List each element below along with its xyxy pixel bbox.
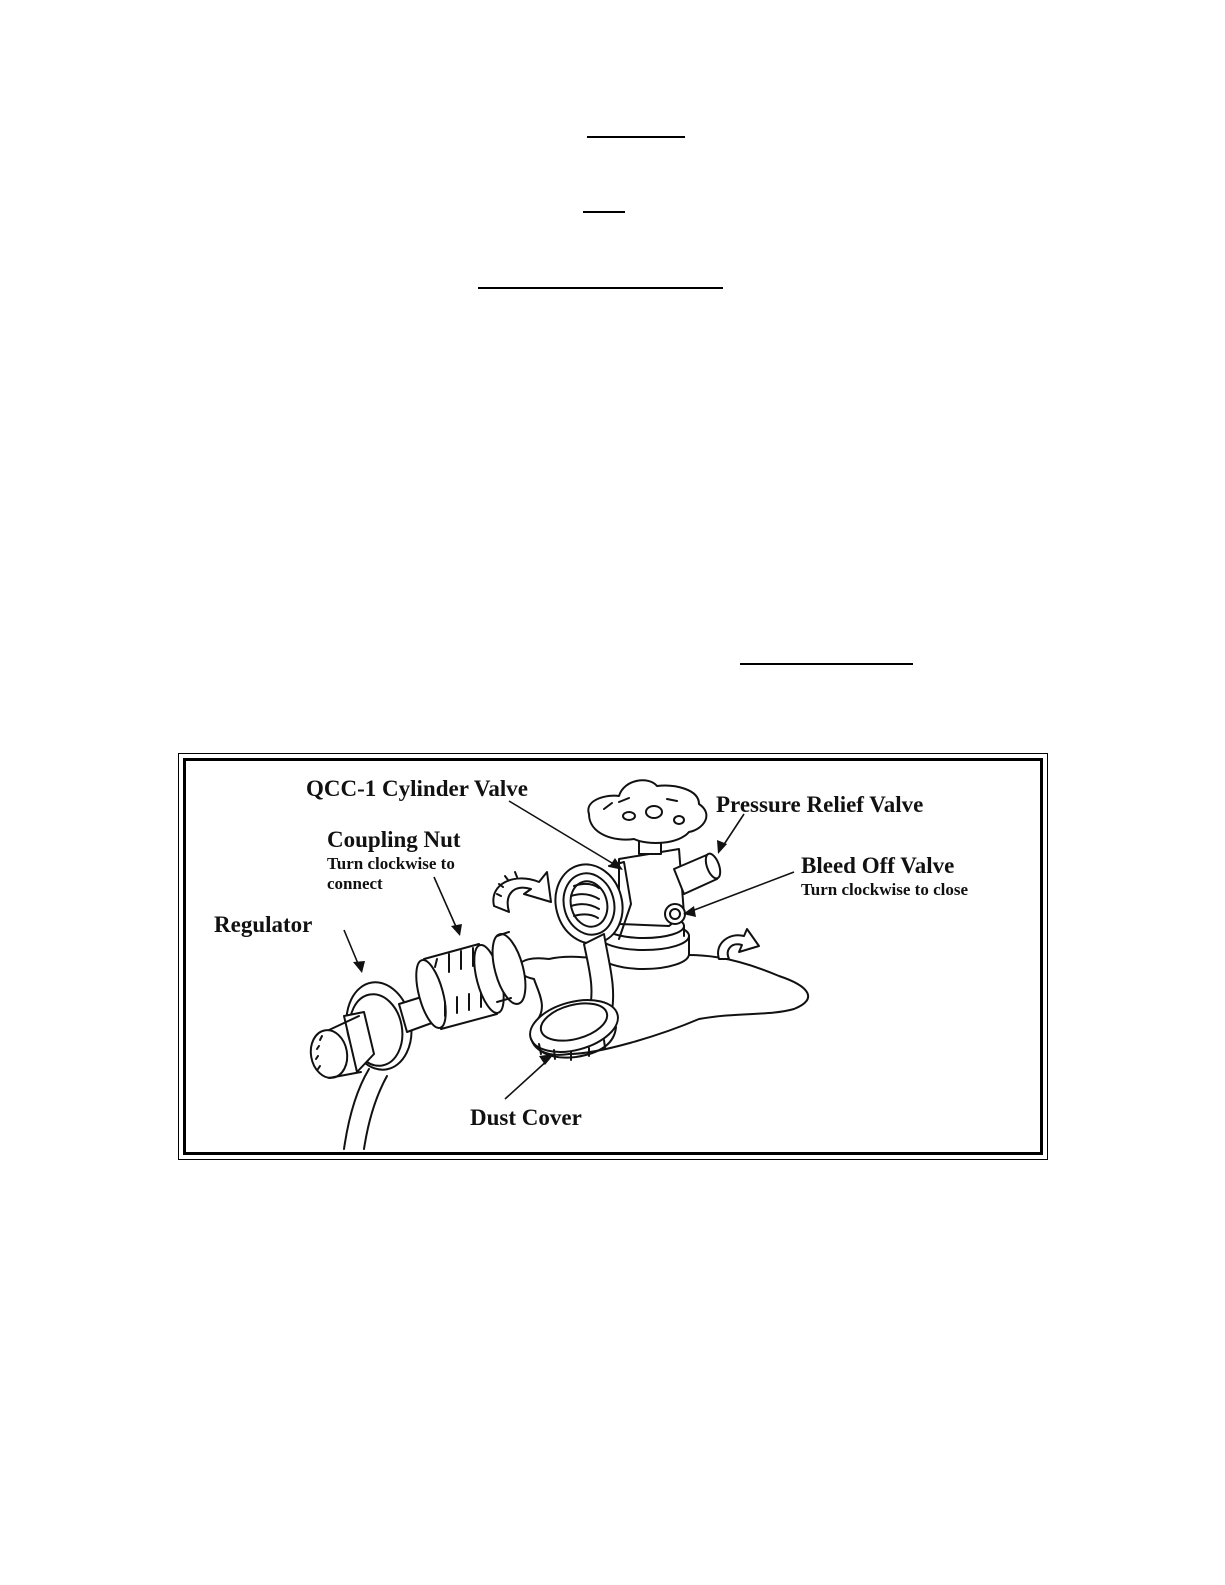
regulator-knob xyxy=(307,1027,351,1081)
label-dust-cover: Dust Cover xyxy=(470,1105,582,1130)
leader-dust-cover xyxy=(505,1059,549,1099)
label-cylinder-valve: QCC-1 Cylinder Valve xyxy=(306,776,528,801)
heading-underline-3 xyxy=(478,287,723,289)
heading-underline-1 xyxy=(587,136,685,138)
arrowhead-dust-cover xyxy=(539,1054,554,1065)
heading-underline-2 xyxy=(583,211,625,213)
figure-frame xyxy=(178,753,1048,1160)
label-coupling-nut: Coupling Nut xyxy=(327,827,461,852)
heading-underline-4 xyxy=(740,663,913,665)
arrowhead-coupling-nut xyxy=(451,924,462,936)
label-bleed-off-valve-note: Turn clockwise to close xyxy=(801,880,969,899)
label-coupling-nut-note: Turn clockwise to connect xyxy=(327,854,455,893)
leader-regulator xyxy=(344,930,359,966)
label-pressure-relief-valve: Pressure Relief Valve xyxy=(716,792,924,817)
rotation-arrow-left xyxy=(493,872,551,912)
arrowhead-regulator xyxy=(353,961,365,973)
rotation-arrow-right xyxy=(718,929,759,959)
label-regulator: Regulator xyxy=(214,912,313,937)
label-bleed-off-valve: Bleed Off Valve xyxy=(801,853,955,878)
